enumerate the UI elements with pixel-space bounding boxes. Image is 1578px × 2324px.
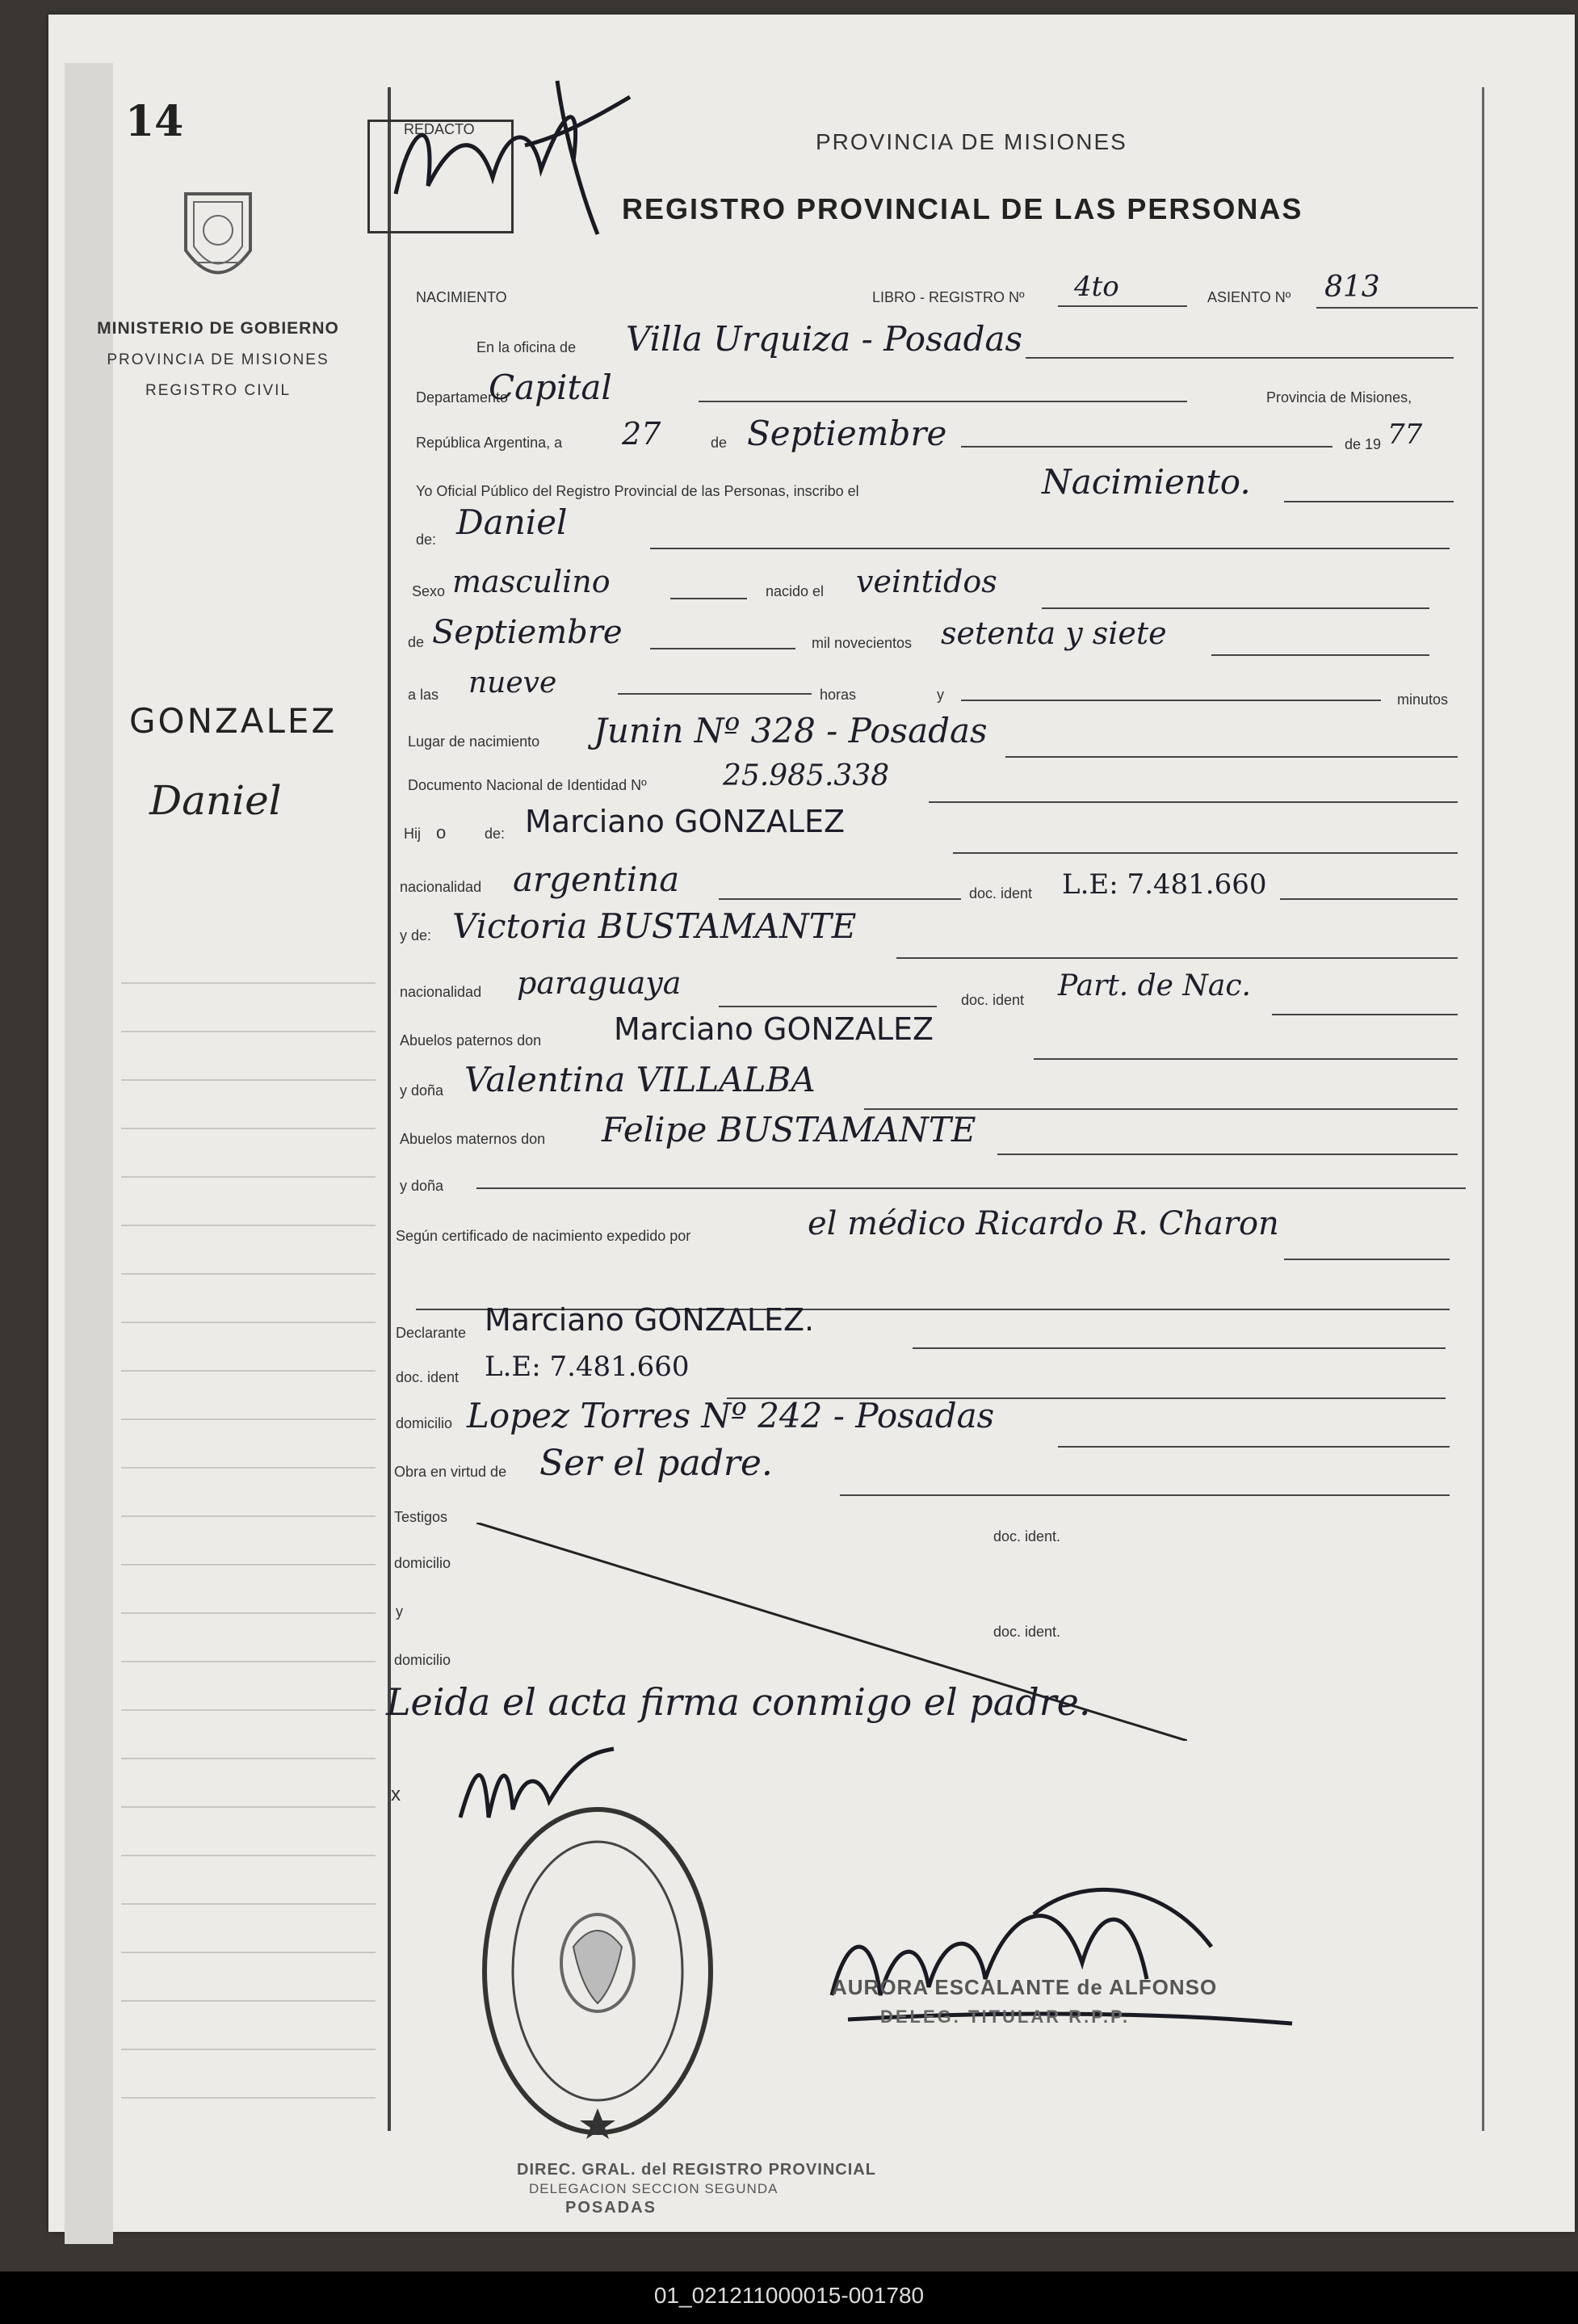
rule [476, 1187, 1466, 1189]
domicilio-label-2: domicilio [394, 1555, 451, 1571]
lugar-label: Lugar de nacimiento [408, 733, 540, 750]
rule [1058, 305, 1187, 307]
horas-label: horas [820, 687, 857, 703]
inscribo-value: Nacimiento. [1042, 462, 1251, 502]
abuela-paterna-value: Valentina VILLALBA [464, 1060, 816, 1099]
libro-label: LIBRO - REGISTRO Nº [872, 289, 1025, 305]
nombre-value: Daniel [456, 502, 568, 542]
testigos-label: Testigos [394, 1509, 448, 1525]
y-de-label: y de: [400, 927, 432, 943]
rule [699, 401, 1187, 402]
de-label: de [711, 435, 728, 451]
sexo-label: Sexo [412, 583, 446, 599]
closing-value: Leida el acta firma conmigo el padre. [386, 1680, 1091, 1724]
rule [997, 1154, 1458, 1155]
year-value: 77 [1387, 418, 1423, 451]
declarante-label: Declarante [396, 1325, 467, 1341]
doc-ident-label-4: doc. ident. [993, 1528, 1061, 1544]
rule [1280, 898, 1458, 900]
margin-line [388, 87, 391, 2131]
hora-value: nueve [468, 666, 557, 700]
departamento-value: Capital [489, 368, 612, 407]
doc-ident-label: doc. ident [969, 885, 1033, 901]
rule [1284, 1259, 1450, 1260]
hijo-suffix: o [436, 822, 447, 843]
coat-of-arms-icon [170, 186, 266, 299]
dia-value: 27 [622, 416, 661, 452]
rule [1042, 607, 1429, 609]
margin-rules [121, 935, 376, 2131]
provincia-label: Provincia de Misiones, [1266, 389, 1412, 406]
obra-label: Obra en virtud de [394, 1464, 507, 1480]
domicilio-label-3: domicilio [394, 1652, 451, 1668]
stamp-name: AURORA ESCALANTE de ALFONSO [832, 1975, 1218, 1999]
departamento-label: Departamento [416, 389, 509, 406]
rule [913, 1347, 1446, 1349]
rule [1026, 357, 1454, 359]
rule [896, 957, 1458, 959]
page-number: 14 [125, 97, 184, 146]
de-padre-label: de: [485, 826, 506, 842]
redactor-signature-icon [371, 73, 646, 250]
republica-label: República Argentina, a [416, 435, 563, 451]
nacionalidad-label-2: nacionalidad [400, 984, 482, 1000]
seal-bottom-text: POSADAS [565, 2199, 657, 2217]
doc-ident-label-3: doc. ident [396, 1369, 460, 1385]
rule [719, 898, 961, 900]
abuelos-paternos-label: Abuelos paternos don [400, 1032, 542, 1049]
rule [953, 852, 1458, 854]
footer-bar [0, 2271, 1578, 2324]
header-province: PROVINCIA DE MISIONES [816, 129, 1127, 154]
nac-madre-value: paraguaya [517, 965, 682, 1001]
rule [961, 446, 1332, 448]
mes-value: Septiembre [747, 414, 947, 453]
rule [1316, 307, 1478, 309]
rule [1211, 654, 1429, 656]
de-label-2: de: [416, 532, 437, 548]
oficial-label: Yo Oficial Público del Registro Provincial de las Personas, inscribo el [416, 483, 859, 499]
abuelo-paterno-value: Marciano GONZALEZ [614, 1011, 934, 1047]
documento-label: Documento Nacional de Identidad Nº [408, 777, 647, 793]
libro-value: 4to [1074, 271, 1119, 303]
rule [719, 1006, 937, 1007]
domicilio-value: Lopez Torres Nº 242 - Posadas [467, 1396, 995, 1435]
doc-ident-label-2: doc. ident [961, 992, 1025, 1008]
nacido-value: veintidos [856, 564, 997, 599]
rule [650, 548, 1450, 549]
nacimiento-label: NACIMIENTO [416, 289, 507, 305]
x-mark: x [391, 1784, 401, 1805]
seal-inner-text: DELEGACION SECCION SEGUNDA [529, 2181, 779, 2196]
documento-value: 25.985.338 [723, 759, 890, 792]
declarante-value: Marciano GONZALEZ. [485, 1302, 815, 1338]
right-border-line [1482, 87, 1484, 2131]
y-dona-label: y doña [400, 1082, 444, 1099]
padre-value: Marciano GONZALEZ [525, 804, 846, 839]
domicilio-label: domicilio [396, 1415, 453, 1431]
nacido-mes-value: Septiembre [432, 614, 623, 651]
y-label-2: y [396, 1603, 403, 1620]
segun-label: Según certificado de nacimiento expedido por [396, 1228, 691, 1244]
stamp-title: DELEG. TITULAR R.P.P. [880, 2007, 1131, 2027]
nacido-label: nacido el [766, 583, 825, 599]
a-las-label: a las [408, 687, 439, 703]
lugar-value: Junin Nº 328 - Posadas [594, 711, 988, 750]
rule [961, 700, 1381, 701]
ministry-title: MINISTERIO DE GOBIERNO [97, 319, 339, 338]
rule [1058, 1446, 1450, 1448]
minutos-label: minutos [1397, 691, 1449, 708]
margin-given-name: Daniel [149, 777, 282, 824]
abuelos-maternos-label: Abuelos maternos don [400, 1131, 546, 1147]
rule [670, 598, 747, 599]
registry-seal-icon [476, 1801, 719, 2141]
ministry-block [97, 319, 339, 400]
rule [618, 693, 812, 695]
y-dona-label-2: y doña [400, 1178, 444, 1194]
seal-outer-text: DIREC. GRAL. del REGISTRO PROVINCIAL [517, 2161, 876, 2179]
oficina-value: Villa Urquiza - Posadas [626, 319, 1023, 359]
footer-id: 01_021211000015-001780 [653, 2283, 925, 2308]
rule [1284, 501, 1454, 502]
rule [929, 801, 1458, 803]
ministry-province: PROVINCIA DE MISIONES [107, 351, 329, 368]
oficina-label: En la oficina de [476, 339, 577, 355]
rule [840, 1494, 1450, 1496]
rule [650, 648, 795, 649]
segun-value: el médico Ricardo R. Charon [808, 1205, 1279, 1242]
asiento-value: 813 [1324, 271, 1380, 304]
page-title: REGISTRO PROVINCIAL DE LAS PERSONAS [622, 192, 1303, 225]
rule [1272, 1014, 1458, 1015]
obra-value: Ser el padre. [539, 1443, 773, 1484]
nac-padre-value: argentina [513, 859, 680, 899]
redacto-label: REDACTO [404, 121, 475, 137]
ministry-registry: REGISTRO CIVIL [145, 382, 292, 399]
doc-padre-value: L.E: 7.481.660 [1062, 868, 1267, 901]
sexo-value: masculino [452, 564, 611, 599]
rule [1034, 1058, 1458, 1060]
rule [1005, 756, 1458, 758]
mil-value: setenta y siete [941, 616, 1167, 651]
asiento-label: ASIENTO Nº [1207, 289, 1291, 305]
declarante-doc-value: L.E: 7.481.660 [485, 1351, 690, 1383]
margin-surname: GONZALEZ [129, 701, 338, 741]
doc-ident-label-5: doc. ident. [993, 1624, 1061, 1640]
de-label-3: de [408, 634, 425, 650]
mil-label: mil novecientos [812, 635, 913, 651]
abuelo-materno-value: Felipe BUSTAMANTE [602, 1110, 976, 1149]
nacionalidad-label: nacionalidad [400, 879, 482, 895]
hijo-label: Hij [404, 826, 421, 842]
y-label: y [937, 687, 944, 703]
madre-value: Victoria BUSTAMANTE [452, 906, 857, 946]
de-year-label: de 19 [1345, 436, 1382, 452]
doc-madre-value: Part. de Nac. [1058, 969, 1251, 1002]
